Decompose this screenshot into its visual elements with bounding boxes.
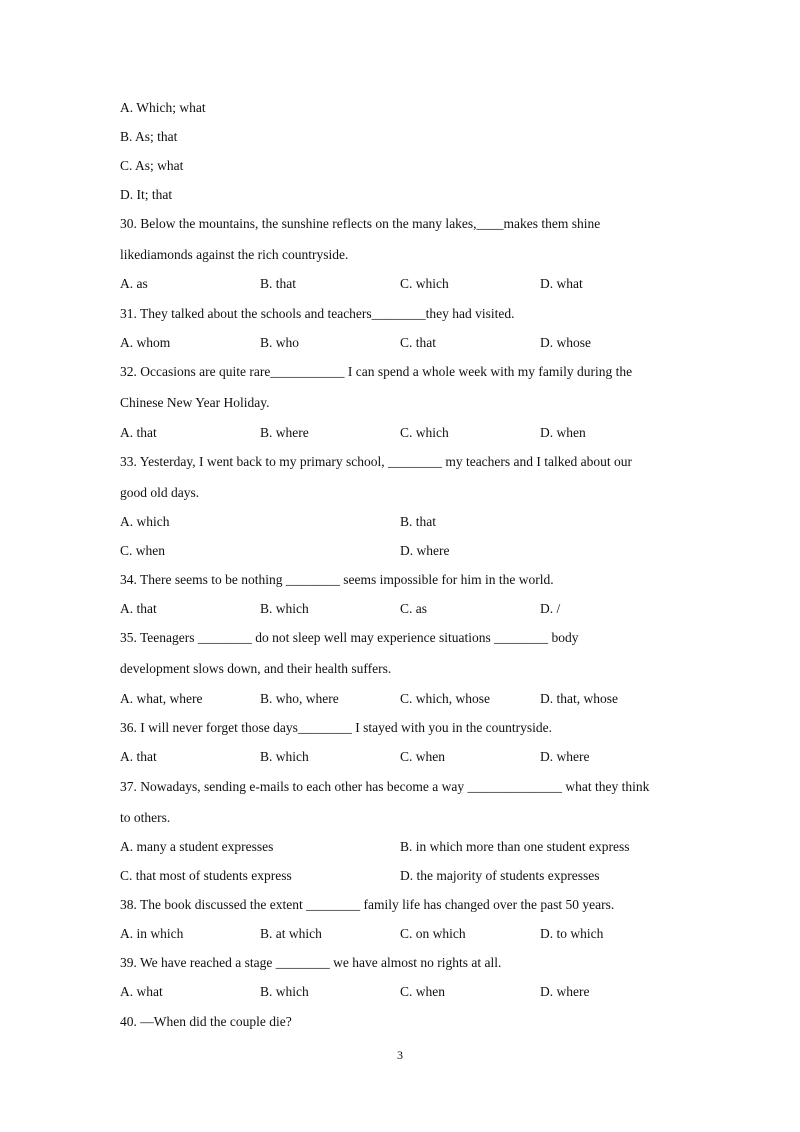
q30-option-b: B. that bbox=[260, 276, 296, 291]
q39-option-b: B. which bbox=[260, 984, 309, 999]
q33-option-d: D. where bbox=[400, 543, 450, 558]
q38-option-a: A. in which bbox=[120, 926, 184, 941]
q31-option-b: B. who bbox=[260, 335, 300, 350]
q38-option-d: D. to which bbox=[540, 926, 604, 941]
q32-stem-line-1: 32. Occasions are quite rare___________ I can spend a whole week with my family during the bbox=[120, 364, 633, 379]
q37-option-d: D. the majority of students expresses bbox=[400, 868, 600, 883]
q39-option-c: C. when bbox=[400, 984, 445, 999]
q29-option-d: D. It; that bbox=[120, 187, 173, 202]
q31-option-c: C. that bbox=[400, 335, 436, 350]
q36-option-c: C. when bbox=[400, 749, 445, 764]
q35-option-a: A. what, where bbox=[120, 691, 203, 706]
q33-option-b: B. that bbox=[400, 514, 436, 529]
page-number: 3 bbox=[397, 1048, 403, 1062]
q31-stem-line-1: 31. They talked about the schools and teachers________they had visited. bbox=[120, 306, 515, 321]
q37-stem-line-2: to others. bbox=[120, 810, 171, 825]
q35-stem-line-2: development slows down, and their health suffers. bbox=[120, 661, 392, 676]
q32-option-d: D. when bbox=[540, 425, 586, 440]
q30-option-c: C. which bbox=[400, 276, 449, 291]
q34-option-c: C. as bbox=[400, 601, 427, 616]
q29-option-c: C. As; what bbox=[120, 158, 184, 173]
q38-option-c: C. on which bbox=[400, 926, 466, 941]
q36-option-a: A. that bbox=[120, 749, 157, 764]
q38-stem-line-1: 38. The book discussed the extent ________ family life has changed over the past 50 years. bbox=[120, 897, 615, 912]
q33-stem-line-1: 33. Yesterday, I went back to my primary school, ________ my teachers and I talked about our bbox=[120, 454, 633, 469]
q30-option-d: D. what bbox=[540, 276, 583, 291]
q37-stem-line-1: 37. Nowadays, sending e-mails to each other has become a way ______________ what they think bbox=[120, 779, 650, 794]
q37-option-c: C. that most of students express bbox=[120, 868, 292, 883]
q36-stem-line-1: 36. I will never forget those days________ I stayed with you in the countryside. bbox=[120, 720, 553, 735]
q39-stem-line-1: 39. We have reached a stage ________ we have almost no rights at all. bbox=[120, 955, 502, 970]
q39-option-d: D. where bbox=[540, 984, 590, 999]
q34-option-d: D. / bbox=[540, 601, 561, 616]
q36-option-d: D. where bbox=[540, 749, 590, 764]
q35-stem-line-1: 35. Teenagers ________ do not sleep well may experience situations ________ body bbox=[120, 630, 579, 645]
q35-option-c: C. which, whose bbox=[400, 691, 490, 706]
q38-option-b: B. at which bbox=[260, 926, 322, 941]
q32-option-c: C. which bbox=[400, 425, 449, 440]
q31-option-d: D. whose bbox=[540, 335, 591, 350]
q37-option-b: B. in which more than one student express bbox=[400, 839, 630, 854]
q33-stem-line-2: good old days. bbox=[120, 485, 200, 500]
q39-option-a: A. what bbox=[120, 984, 163, 999]
q40-stem-line-1: 40. —When did the couple die? bbox=[120, 1014, 292, 1029]
q32-option-a: A. that bbox=[120, 425, 157, 440]
q33-option-c: C. when bbox=[120, 543, 165, 558]
q34-stem-line-1: 34. There seems to be nothing ________ seems impossible for him in the world. bbox=[120, 572, 554, 587]
q30-option-a: A. as bbox=[120, 276, 148, 291]
q33-option-a: A. which bbox=[120, 514, 170, 529]
q29-option-a: A. Which; what bbox=[120, 100, 206, 115]
q32-stem-line-2: Chinese New Year Holiday. bbox=[120, 395, 270, 410]
q37-option-a: A. many a student expresses bbox=[120, 839, 274, 854]
q35-option-d: D. that, whose bbox=[540, 691, 618, 706]
q36-option-b: B. which bbox=[260, 749, 309, 764]
q34-option-a: A. that bbox=[120, 601, 157, 616]
q30-stem-line-1: 30. Below the mountains, the sunshine reflects on the many lakes,____makes them shine bbox=[120, 216, 601, 231]
q32-option-b: B. where bbox=[260, 425, 309, 440]
q34-option-b: B. which bbox=[260, 601, 309, 616]
q29-option-b: B. As; that bbox=[120, 129, 178, 144]
q31-option-a: A. whom bbox=[120, 335, 171, 350]
q35-option-b: B. who, where bbox=[260, 691, 339, 706]
q30-stem-line-2: likediamonds against the rich countryside. bbox=[120, 247, 349, 262]
